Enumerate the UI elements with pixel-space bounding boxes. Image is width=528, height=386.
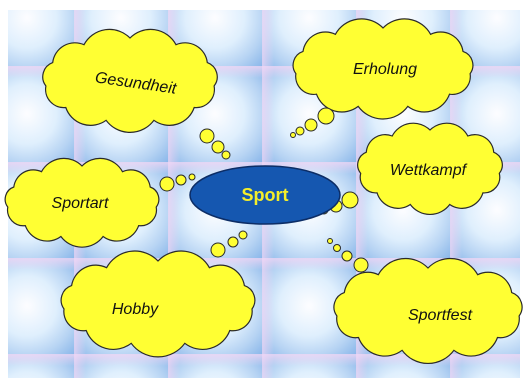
cloud-label-sportart: Sportart: [51, 195, 109, 212]
center-node: [190, 166, 340, 224]
connector-dot-hobby-1: [228, 237, 238, 247]
connector-dot-erholung-1: [305, 119, 317, 131]
connector-dot-wettkampf-0: [342, 192, 358, 208]
connector-dot-hobby-2: [239, 231, 247, 239]
connector-dot-sportart-2: [189, 174, 195, 180]
connector-dot-erholung-3: [291, 133, 296, 138]
connector-dot-sportfest-3: [328, 239, 333, 244]
center-label: Sport: [241, 185, 289, 205]
connector-dot-sportfest-1: [342, 251, 352, 261]
connector-dot-gesundheit-0: [200, 129, 214, 143]
cloud-label-hobby: Hobby: [111, 301, 159, 318]
cloud-label-erholung: Erholung: [352, 61, 418, 78]
cloud-label-wettkampf: Wettkampf: [389, 162, 467, 179]
connector-dot-gesundheit-1: [212, 141, 224, 153]
connector-dot-sportfest-0: [354, 258, 368, 272]
connector-dot-hobby-0: [211, 243, 225, 257]
cloud-label-gesundheit: Gesundheit: [93, 69, 178, 98]
connector-dot-sportfest-2: [334, 245, 341, 252]
cloud-label-sportfest: Sportfest: [407, 307, 473, 324]
connector-dot-gesundheit-2: [222, 151, 230, 159]
connector-dot-erholung-2: [296, 127, 304, 135]
connector-dot-sportart-1: [176, 175, 186, 185]
connector-dot-sportart-0: [160, 177, 174, 191]
connector-dot-erholung-0: [318, 108, 334, 124]
